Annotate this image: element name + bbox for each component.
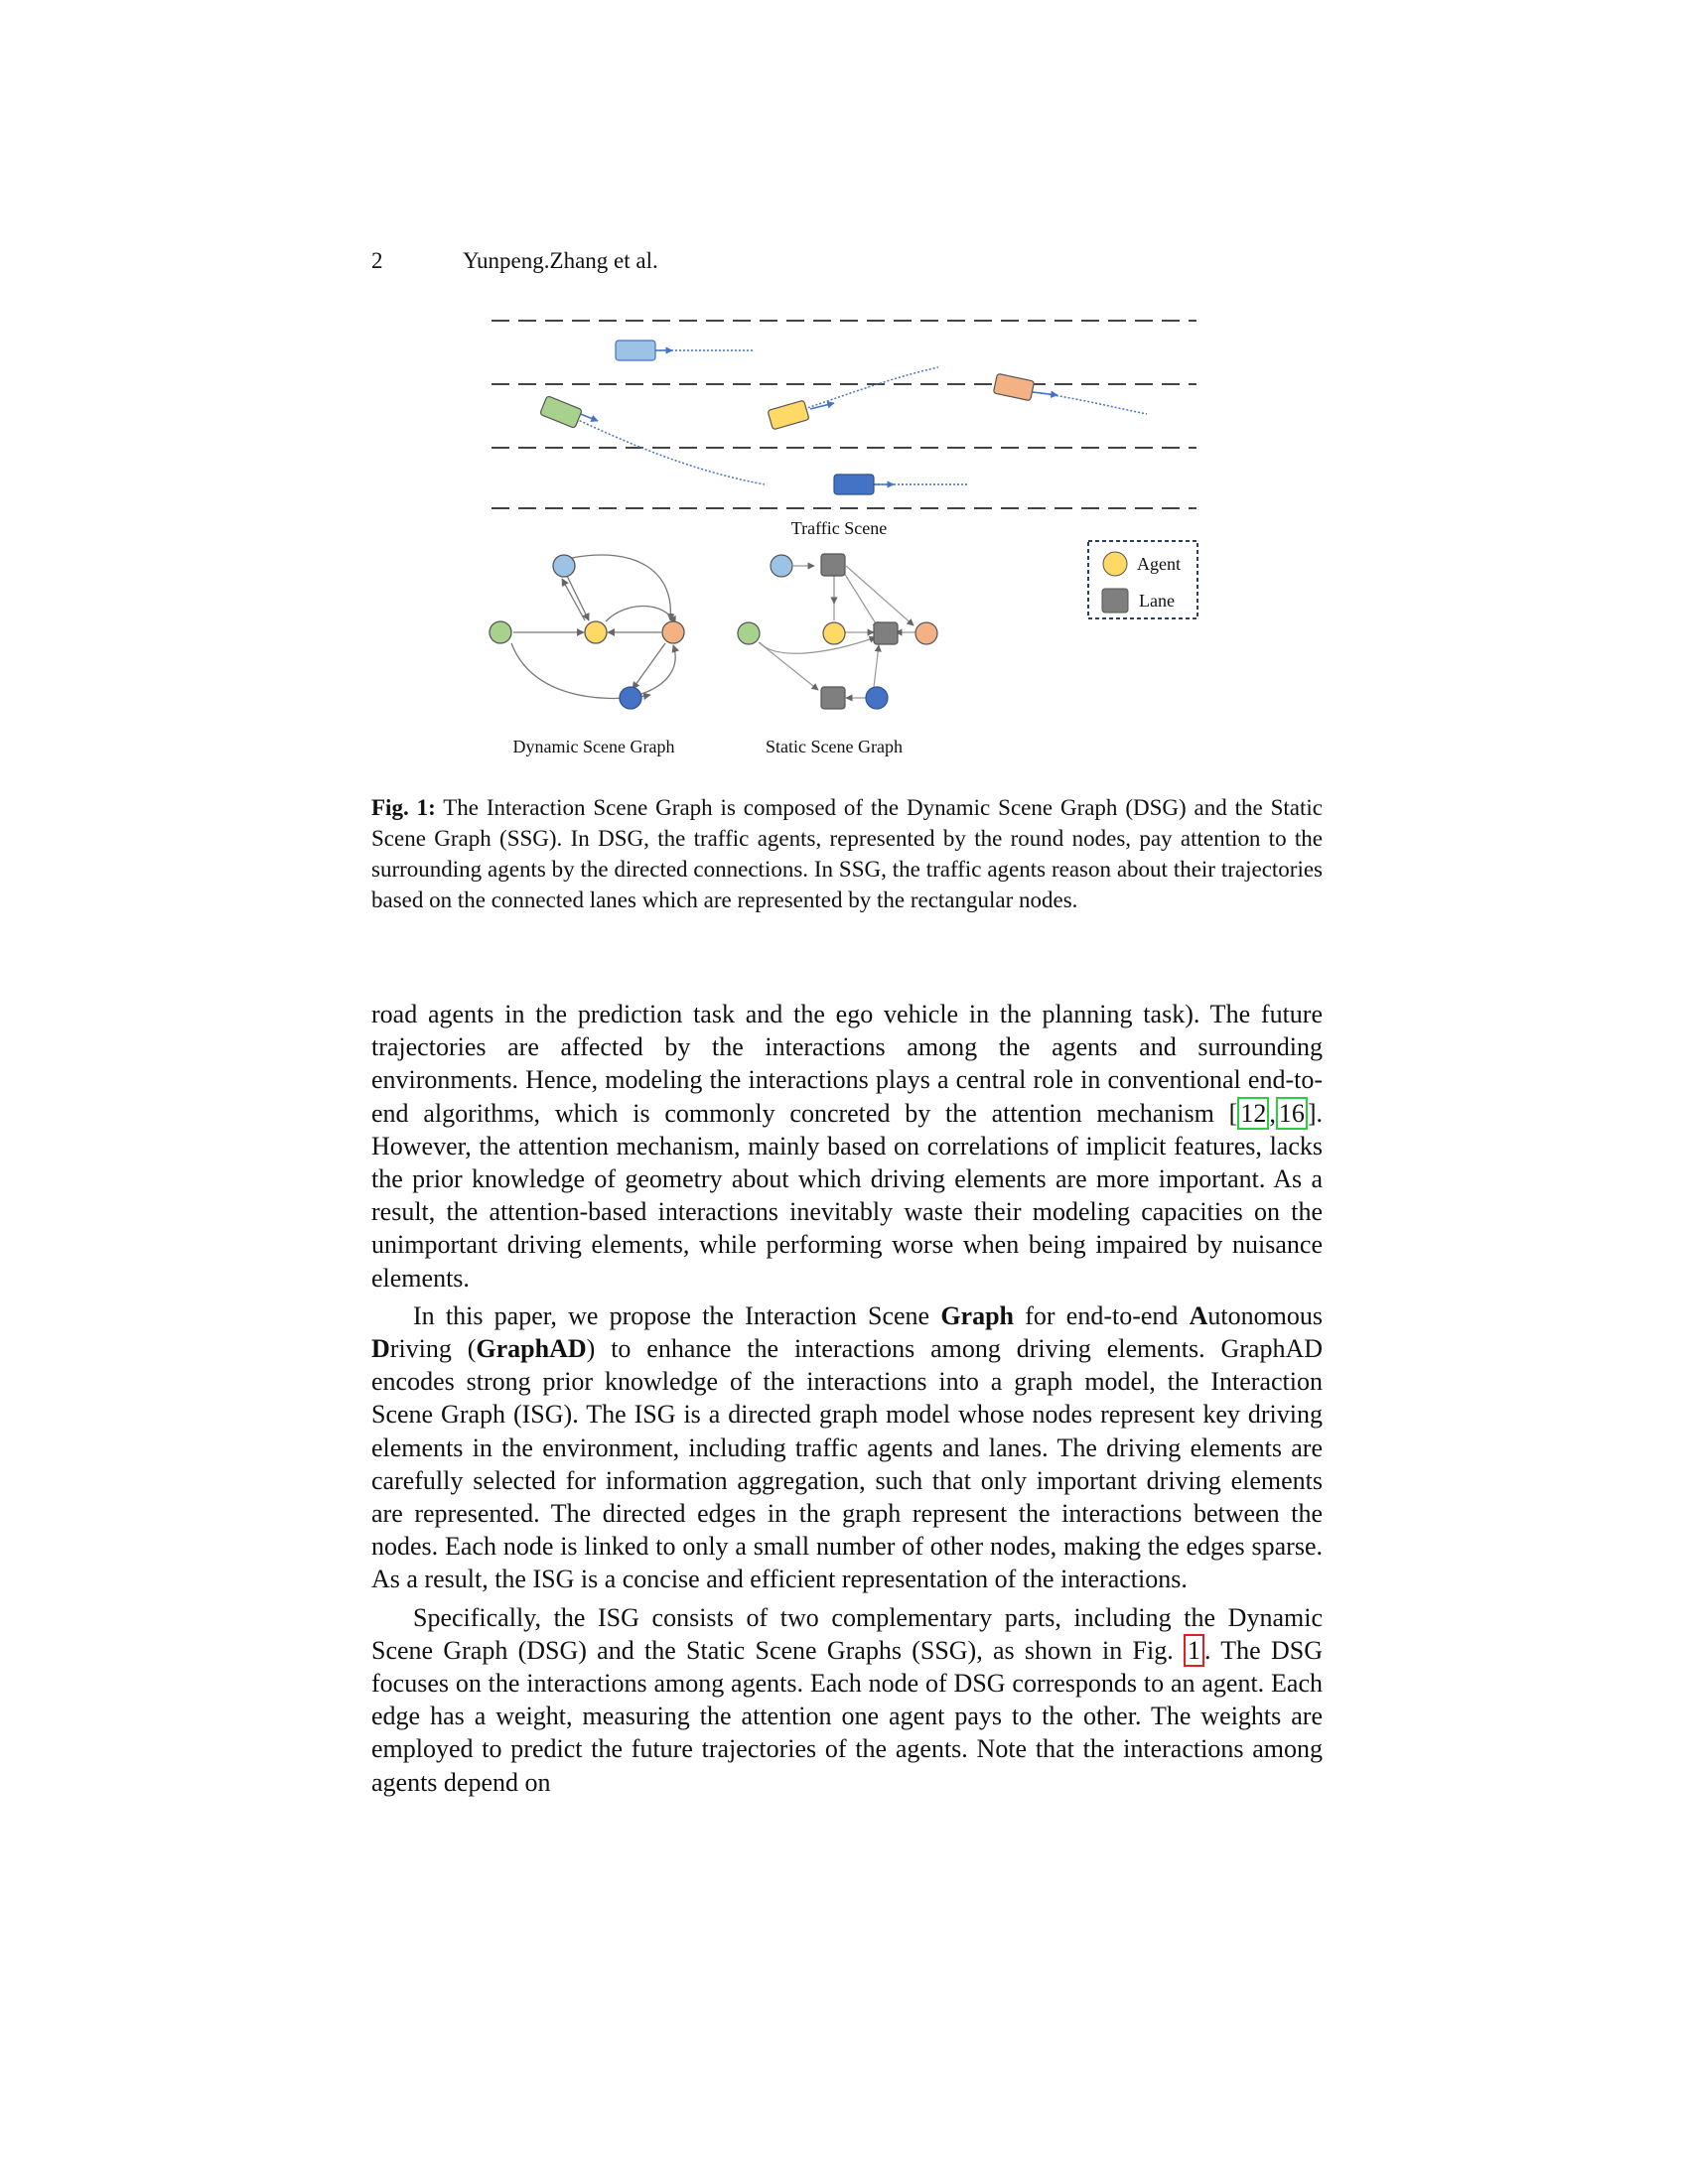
- citation-link[interactable]: 16: [1276, 1097, 1308, 1130]
- legend-lane-swatch: [1102, 589, 1128, 613]
- bold-text: A: [1189, 1300, 1208, 1330]
- page-number: 2: [371, 248, 383, 273]
- ssg-lane-node: [821, 554, 845, 576]
- dsg-node-green: [490, 621, 511, 643]
- vehicle-green: [540, 396, 765, 484]
- legend: [1088, 541, 1197, 618]
- text-span: Specifically, the ISG consists of two complementary parts, including the Dynamic Scene Graph (DSG) and the Static Scene Graphs (SSG), as shown in Fig.: [371, 1602, 1323, 1665]
- legend-lane-label: Lane: [1139, 591, 1175, 611]
- legend-agent-swatch: [1103, 552, 1127, 576]
- figure-caption: [371, 792, 1323, 915]
- traffic-scene: [492, 321, 1196, 538]
- dsg-label: Dynamic Scene Graph: [512, 737, 675, 756]
- text-span: ) to enhance the interactions among driving elements. GraphAD encodes strong prior knowledge of the interactions into a graph model, the Interaction Scene Graph (ISG). The ISG is a directed graph model whose nodes represent key driving elements in the environment, including traffic agents and lanes. The driving elements are carefully selected for information aggregation, such that only important driving elements are represented. The directed edges in the graph represent the interactions between the nodes. Each node is linked to only a small number of other nodes, making the edges sparse. As a result, the ISG is a concise and efficient representation of the interactions.: [371, 1334, 1324, 1594]
- dsg-node-yellow: [585, 621, 607, 643]
- dsg-node-dark-blue: [620, 687, 641, 709]
- vehicle-yellow: [768, 367, 938, 430]
- figure-1: [477, 298, 1231, 774]
- ssg-node-orange: [915, 622, 937, 644]
- ssg-lane-node: [874, 622, 898, 644]
- legend-agent-label: Agent: [1137, 554, 1181, 574]
- vehicle-orange: [993, 373, 1147, 414]
- body-text: [371, 998, 1323, 1799]
- paragraph: [371, 1299, 1323, 1596]
- static-scene-graph: [738, 554, 937, 709]
- caption-text: The Interaction Scene Graph is composed of the Dynamic Scene Graph (DSG) and the Static Scene Graph (SSG). In DSG, the traffic agents, represented by the round nodes, pay attention to the surrounding agents by the directed connections. In SSG, the traffic agents reason about their trajectories based on the connected lanes which are represented by the rectangular nodes.: [371, 795, 1324, 912]
- ssg-node-yellow: [823, 622, 845, 644]
- paragraph: road agents in the prediction task and the ego vehicle in the planning task). The future trajectories are affected by the interactions among the agents and surrounding environments. Hence, modeling the interactions plays a central role in conventional end-to-end algorithms, which is commonly concreted by the attention mechanism [ 12 , 16 ]. However, the attention mechanism, mainly based on correlations of implicit features, lacks the prior knowledge of geometry about which driving elements are more important. As a result, the attention-based interactions inevitably waste their modeling capacities on the unimportant driving elements, while performing worse when being impaired by nuisance elements.: [371, 1000, 1323, 1293]
- vehicle-light-blue: [616, 341, 755, 360]
- citation-link[interactable]: 12: [1237, 1097, 1269, 1130]
- text-span: road agents in the prediction task and the ego vehicle in the planning task). The future trajectories are affected by the interactions among the agents and surrounding environments. Hence, modeling the interactions plays a central role in conventional end-to-end algorithms, which is commonly concreted by the attention mechanism: [371, 1000, 1323, 1128]
- dynamic-scene-graph: [490, 555, 684, 709]
- ssg-node-light-blue: [771, 555, 792, 577]
- ssg-node-dark-blue: [866, 687, 888, 709]
- text-span: for end-to-end: [1014, 1300, 1190, 1330]
- figure-reference-link[interactable]: 1: [1184, 1634, 1204, 1667]
- caption-label: Fig. 1:: [371, 795, 436, 820]
- dsg-node-light-blue: [553, 555, 575, 577]
- text-span: . The DSG focuses on the interactions among agents. Each node of DSG corresponds to an agent. Each edge has a weight, measuring the attention one agent pays to the other. The weights are employed to predict the future trajectories of the agents. Note that the interactions among agents depend on: [371, 1635, 1323, 1797]
- ssg-label: Static Scene Graph: [766, 737, 903, 756]
- bold-text: D: [371, 1334, 390, 1364]
- traffic-scene-label: Traffic Scene: [790, 518, 888, 538]
- paragraph: [371, 1601, 1323, 1799]
- ssg-lane-node: [821, 687, 845, 709]
- bold-text: Graph: [940, 1300, 1015, 1330]
- vehicle-dark-blue: [834, 475, 968, 494]
- text-span: riving (: [389, 1334, 477, 1364]
- dsg-node-orange: [662, 621, 684, 643]
- ssg-node-green: [738, 622, 760, 644]
- text-span: In this paper, we propose the Interaction Scene: [413, 1300, 941, 1330]
- running-head-authors: Yunpeng.Zhang et al.: [463, 248, 658, 273]
- text-span: . However, the attention mechanism, mainly based on correlations of implicit features, lacks the prior knowledge of geometry about which driving elements are more important. As a result, the attention-based interactions inevitably waste their modeling capacities on the unimportant driving elements, while performing worse when being impaired by nuisance elements.: [371, 1098, 1323, 1293]
- bold-text: GraphAD: [476, 1334, 587, 1364]
- text-span: utonomous: [1207, 1300, 1323, 1330]
